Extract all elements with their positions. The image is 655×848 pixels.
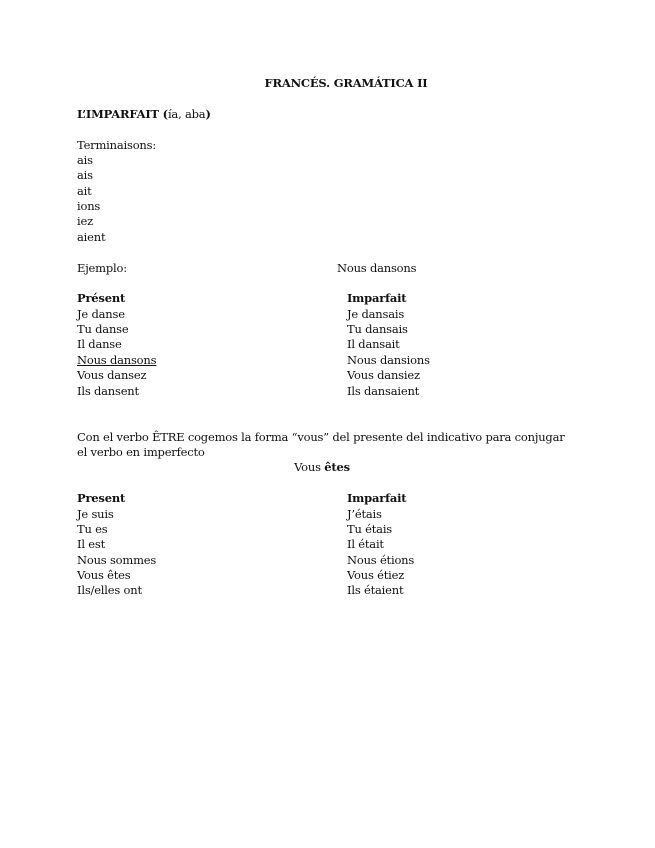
imparfait-form: Nous étions xyxy=(347,553,415,567)
imparfait-form: Ils dansaient xyxy=(347,384,420,398)
terminaisons-label: Terminaisons: xyxy=(77,138,157,152)
present-form: Je suis xyxy=(77,507,114,521)
present-header: Présent xyxy=(77,291,126,305)
present-form: Nous sommes xyxy=(77,553,157,567)
present-form-highlighted: Nous dansons xyxy=(77,353,157,367)
imparfait-form: Tu étais xyxy=(347,522,392,536)
ending-item: ais xyxy=(77,168,93,182)
etre-form xyxy=(0,460,644,475)
imparfait-form: J’étais xyxy=(347,507,382,521)
imparfait-form: Tu dansais xyxy=(347,322,408,336)
present-form: Il danse xyxy=(77,337,122,351)
document-title: FRANCÉS. GRAMÁTICA II xyxy=(264,76,428,90)
ending-item: ait xyxy=(77,184,92,198)
imparfait-form: Il dansait xyxy=(347,337,400,351)
present-form: Vous dansez xyxy=(77,368,147,382)
present-form: Je danse xyxy=(77,307,125,321)
present-form: Tu es xyxy=(77,522,108,536)
example-verb: Nous dansons xyxy=(337,261,417,275)
imparfait-form: Il était xyxy=(347,537,384,551)
imparfait-header: Imparfait xyxy=(347,291,407,305)
present-form: Il est xyxy=(77,537,106,551)
ending-item: ais xyxy=(77,153,93,167)
imparfait-header: Imparfait xyxy=(347,491,407,505)
imparfait-form: Nous dansions xyxy=(347,353,430,367)
heading-bold-text: L’IMPARFAIT ( xyxy=(77,107,168,121)
imparfait-form: Vous étiez xyxy=(347,568,405,582)
example-label: Ejemplo: xyxy=(77,261,127,275)
imparfait-form: Je dansais xyxy=(347,307,405,321)
imparfait-form: Vous dansiez xyxy=(347,368,420,382)
ending-item: iez xyxy=(77,214,93,228)
etre-form-pronoun: Vous xyxy=(294,460,325,474)
present-form: Vous êtes xyxy=(77,568,131,582)
heading-close-paren: ) xyxy=(205,107,211,121)
ending-item: ions xyxy=(77,199,101,213)
present-form: Tu danse xyxy=(77,322,129,336)
etre-form-verb: êtes xyxy=(324,460,350,474)
section-heading xyxy=(77,107,211,122)
etre-note: Con el verbo ÊTRE cogemos la forma “vous” del presente del indicativo para conjugar el verbo en imperfecto xyxy=(77,430,565,459)
present-form: Ils/elles ont xyxy=(77,583,142,597)
imparfait-form: Ils étaient xyxy=(347,583,404,597)
present-header: Present xyxy=(77,491,126,505)
ending-item: aient xyxy=(77,230,106,244)
present-form: Ils dansent xyxy=(77,384,139,398)
heading-normal-text: ía, aba xyxy=(167,107,206,121)
